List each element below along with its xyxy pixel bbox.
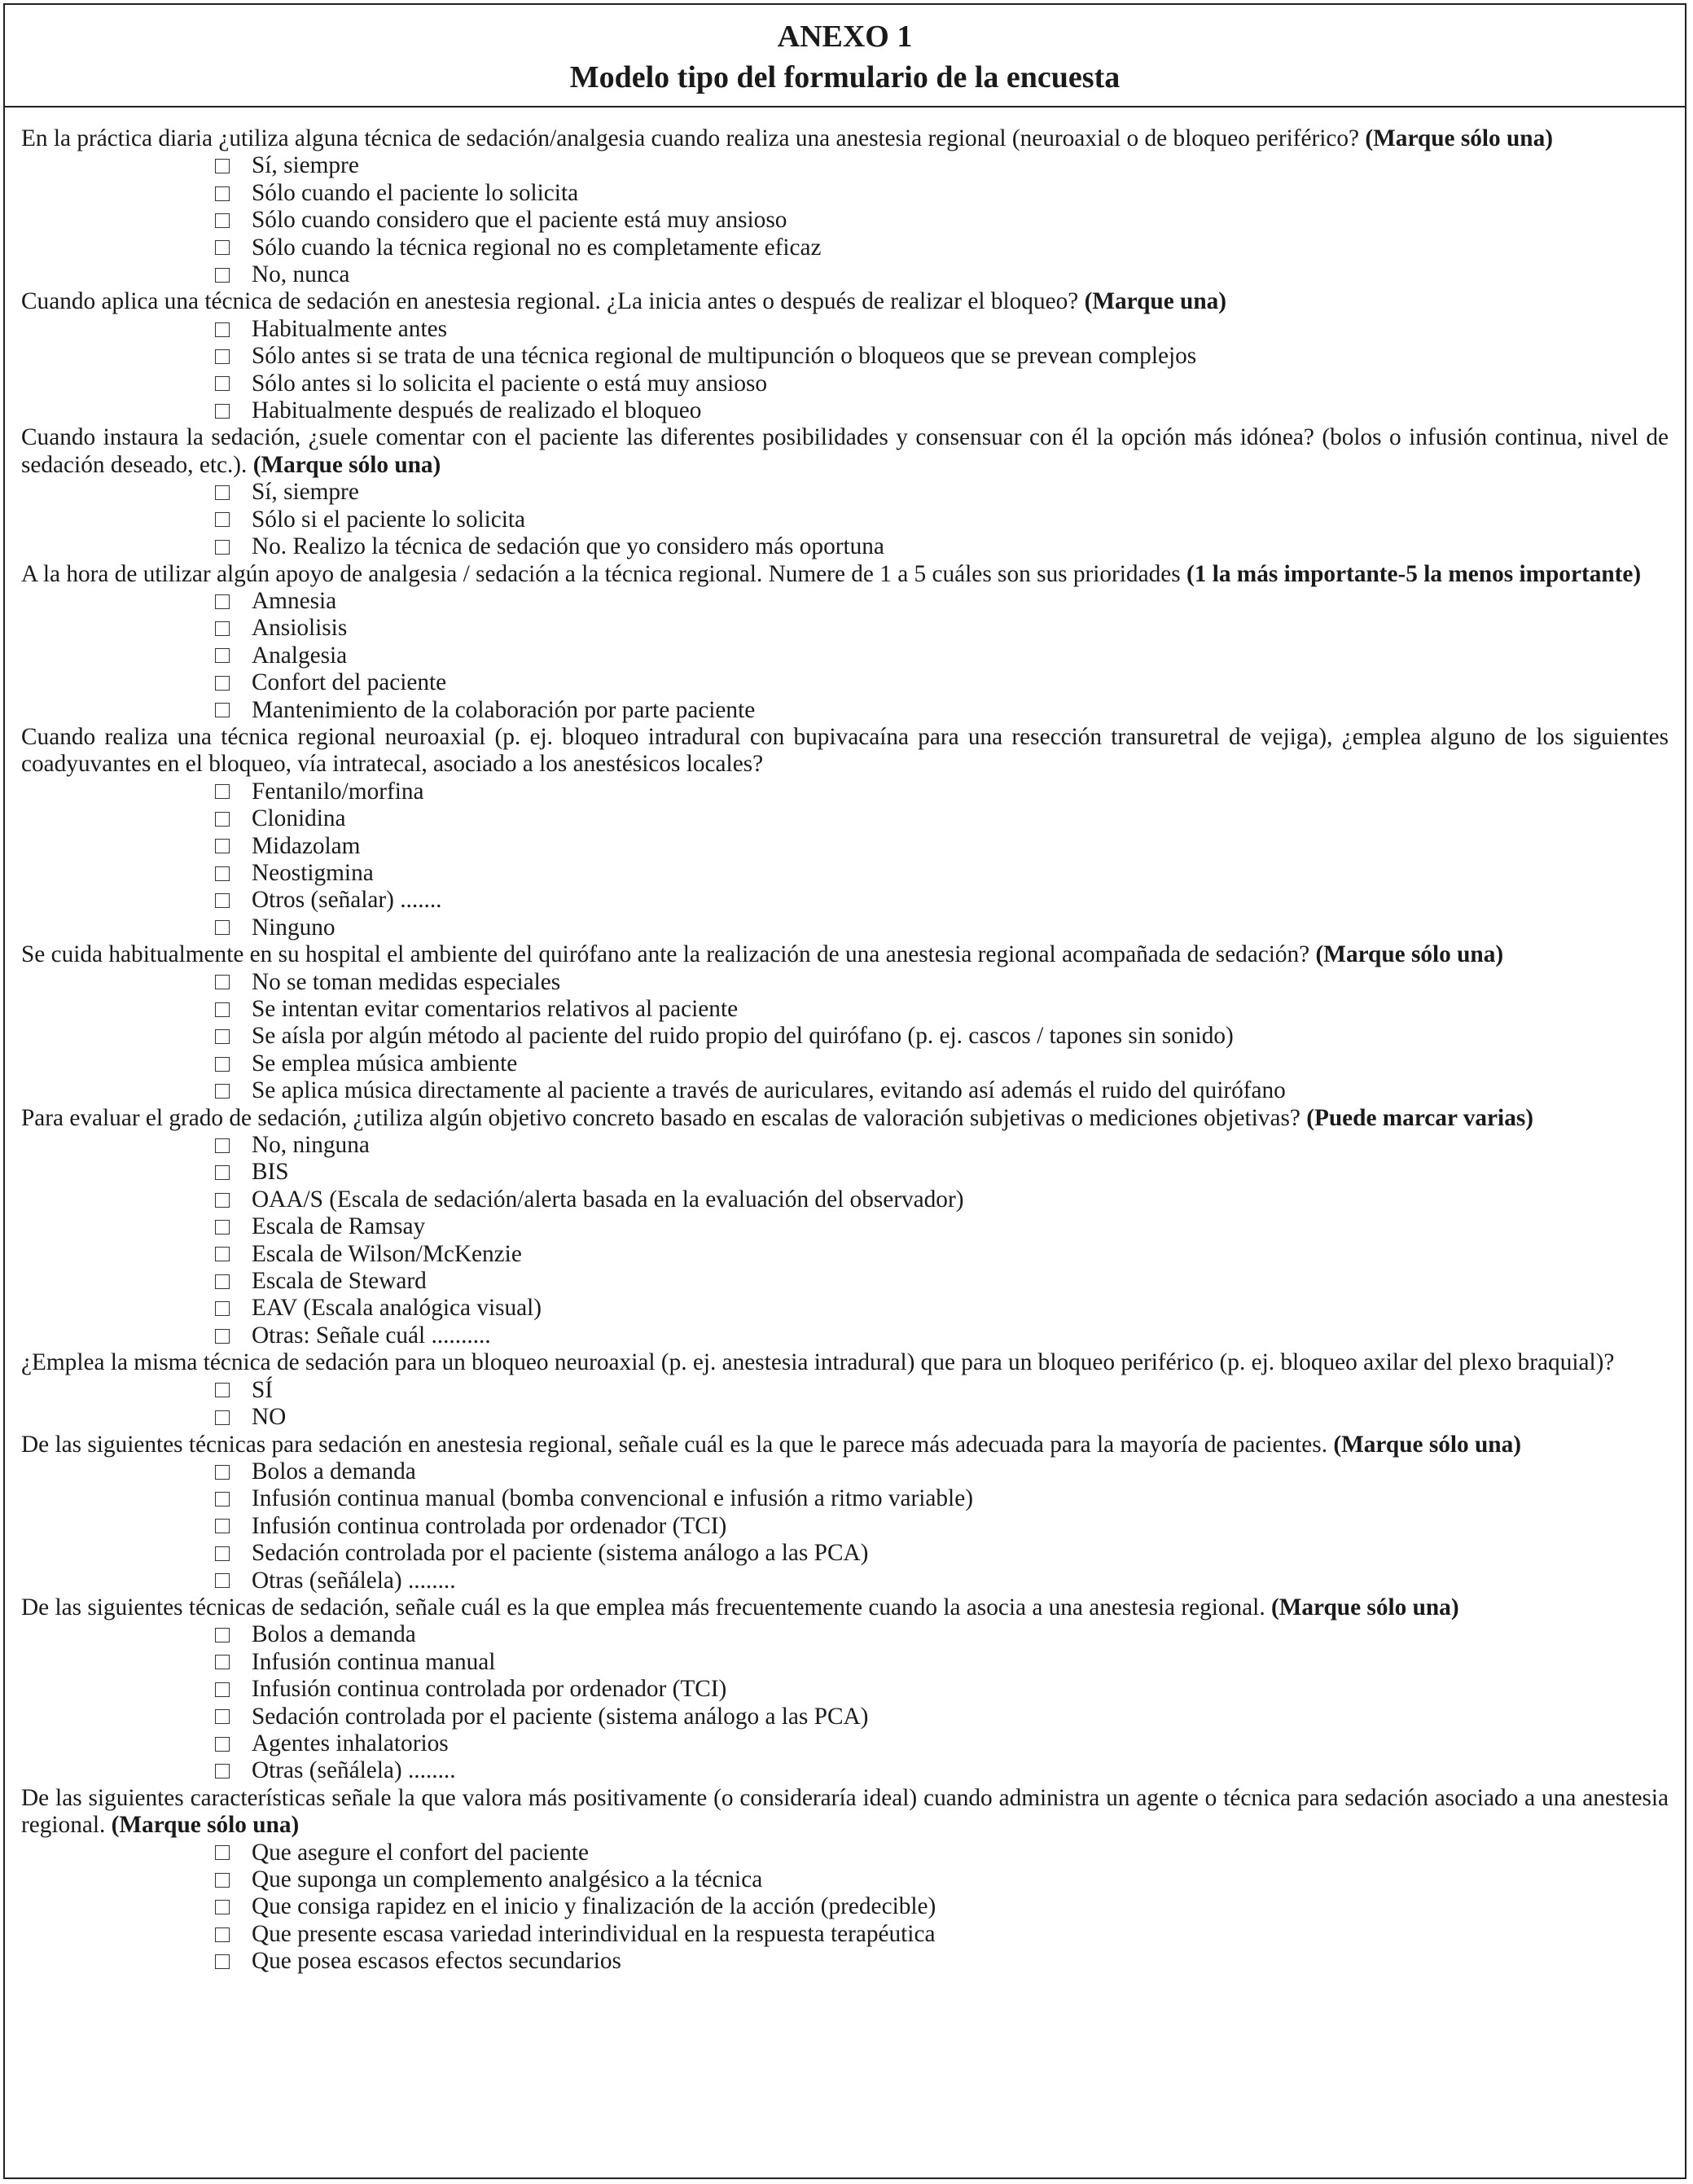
option-label: Escala de Wilson/McKenzie bbox=[252, 1240, 522, 1267]
answer-option bbox=[215, 1676, 1669, 1703]
checkbox[interactable] bbox=[215, 349, 230, 364]
option-label: Escala de Ramsay bbox=[252, 1213, 426, 1240]
answer-option bbox=[215, 887, 1669, 914]
checkbox[interactable] bbox=[215, 1764, 230, 1778]
option-label: Analgesia bbox=[252, 642, 348, 669]
checkbox[interactable] bbox=[215, 1220, 230, 1235]
question-text bbox=[21, 288, 1669, 315]
question-block bbox=[21, 724, 1669, 941]
answer-option bbox=[215, 1458, 1669, 1485]
checkbox[interactable] bbox=[215, 540, 230, 555]
question-block bbox=[21, 125, 1669, 288]
option-label: No. Realizo la técnica de sedación que yo considero más oportuna bbox=[252, 533, 884, 560]
checkbox[interactable] bbox=[215, 268, 230, 283]
form-header bbox=[5, 5, 1685, 107]
answer-option bbox=[215, 533, 1669, 560]
answer-option bbox=[215, 479, 1669, 506]
checkbox[interactable] bbox=[215, 784, 230, 799]
checkbox[interactable] bbox=[215, 1057, 230, 1072]
checkbox[interactable] bbox=[215, 186, 230, 201]
option-label: Otros (señalar) ....... bbox=[252, 887, 442, 914]
option-label: No, ninguna bbox=[252, 1132, 370, 1159]
answer-option bbox=[215, 697, 1669, 724]
answer-option bbox=[215, 1322, 1669, 1349]
option-label: Infusión continua controlada por ordenador (TCI) bbox=[252, 1512, 727, 1539]
checkbox[interactable] bbox=[215, 512, 230, 527]
checkbox[interactable] bbox=[215, 1138, 230, 1153]
checkbox[interactable] bbox=[215, 213, 230, 228]
question-block bbox=[21, 941, 1669, 1104]
option-label: Bolos a demanda bbox=[252, 1458, 416, 1485]
checkbox[interactable] bbox=[215, 1927, 230, 1942]
question-block bbox=[21, 1432, 1669, 1594]
options-list bbox=[21, 1132, 1669, 1349]
answer-option bbox=[215, 1186, 1669, 1213]
option-label: Que presente escasa variedad interindividual en la respuesta terapéutica bbox=[252, 1920, 936, 1947]
answer-option bbox=[215, 1621, 1669, 1648]
answer-option bbox=[215, 397, 1669, 424]
option-label: Infusión continua controlada por ordenador (TCI) bbox=[252, 1676, 727, 1703]
checkbox[interactable] bbox=[215, 1709, 230, 1724]
answer-option bbox=[215, 1295, 1669, 1322]
option-label: Amnesia bbox=[252, 587, 337, 614]
option-label: Bolos a demanda bbox=[252, 1621, 416, 1648]
question-block bbox=[21, 288, 1669, 424]
answer-option bbox=[215, 669, 1669, 696]
question-instruction: (Marque sólo una) bbox=[1270, 1594, 1459, 1620]
answer-option bbox=[215, 1377, 1669, 1404]
option-label: No se toman medidas especiales bbox=[252, 968, 561, 995]
answer-option bbox=[215, 316, 1669, 343]
checkbox[interactable] bbox=[215, 1954, 230, 1969]
answer-option bbox=[215, 1241, 1669, 1268]
checkbox[interactable] bbox=[215, 159, 230, 173]
option-label: Sólo antes si lo solicita el paciente o está muy ansioso bbox=[252, 370, 768, 397]
question-block bbox=[21, 1594, 1669, 1785]
option-label: OAA/S (Escala de sedación/alerta basada en la evaluación del observador) bbox=[252, 1186, 964, 1213]
question-text bbox=[21, 1349, 1669, 1376]
checkbox[interactable] bbox=[215, 1165, 230, 1180]
answer-option bbox=[215, 778, 1669, 805]
checkbox[interactable] bbox=[215, 1873, 230, 1888]
answer-option bbox=[215, 1948, 1669, 1975]
answer-option bbox=[215, 1268, 1669, 1295]
question-block bbox=[21, 1105, 1669, 1350]
answer-option bbox=[215, 207, 1669, 234]
checkbox[interactable] bbox=[215, 1519, 230, 1533]
question-prompt: ¿Emplea la misma técnica de sedación para un bloqueo neuroaxial (p. ej. anestesia intradural) que para un bloqueo periférico (p. ej. bloqueo axilar del plexo braquial)? bbox=[21, 1349, 1615, 1376]
checkbox[interactable] bbox=[215, 1002, 230, 1017]
checkbox[interactable] bbox=[215, 1410, 230, 1425]
questions-list bbox=[5, 107, 1685, 1976]
question-instruction: (Marque sólo una) bbox=[252, 451, 441, 478]
answer-option bbox=[215, 615, 1669, 642]
option-label: Mantenimiento de la colaboración por parte paciente bbox=[252, 696, 756, 723]
checkbox[interactable] bbox=[215, 1492, 230, 1506]
checkbox[interactable] bbox=[215, 1193, 230, 1208]
answer-option bbox=[215, 833, 1669, 860]
question-text bbox=[21, 1785, 1669, 1840]
option-label: Neostigmina bbox=[252, 859, 374, 886]
answer-option bbox=[215, 1485, 1669, 1512]
question-instruction: (Marque sólo una) bbox=[1315, 941, 1504, 968]
option-label: Sí, siempre bbox=[252, 152, 359, 179]
option-label: Se aplica música directamente al paciente a través de auriculares, evitando así además el ruido del quirófano bbox=[252, 1077, 1286, 1104]
question-prompt: De las siguientes técnicas de sedación, señale cuál es la que emplea más frecuentemente cuando la asocia a una anestesia regional. bbox=[21, 1594, 1265, 1620]
options-list bbox=[21, 316, 1669, 425]
question-prompt: A la hora de utilizar algún apoyo de analgesia / sedación a la técnica regional. Numere de 1 a 5 cuáles son sus prioridades bbox=[21, 560, 1181, 587]
option-label: Se intentan evitar comentarios relativos al paciente bbox=[252, 996, 739, 1022]
option-label: Escala de Steward bbox=[252, 1268, 427, 1295]
checkbox[interactable] bbox=[215, 975, 230, 989]
answer-option bbox=[215, 1921, 1669, 1948]
answer-option bbox=[215, 996, 1669, 1023]
answer-option bbox=[215, 1730, 1669, 1757]
answer-option bbox=[215, 261, 1669, 288]
answer-option bbox=[215, 343, 1669, 370]
checkbox[interactable] bbox=[215, 1301, 230, 1316]
options-list bbox=[21, 778, 1669, 941]
checkbox[interactable] bbox=[215, 676, 230, 691]
checkbox[interactable] bbox=[215, 485, 230, 500]
options-list bbox=[21, 1458, 1669, 1594]
answer-option bbox=[215, 1893, 1669, 1920]
question-instruction: (Marque sólo una) bbox=[1365, 125, 1553, 151]
question-text bbox=[21, 941, 1669, 968]
option-label: Habitualmente antes bbox=[252, 315, 447, 342]
checkbox[interactable] bbox=[215, 920, 230, 935]
checkbox[interactable] bbox=[215, 1029, 230, 1044]
question-prompt: De las siguientes características señale la que valora más positivamente (o consideraría ideal) cuando administra un agente o técnica para sedación asociado a una anestesia regional. bbox=[21, 1784, 1669, 1839]
answer-option bbox=[215, 1840, 1669, 1866]
checkbox[interactable] bbox=[215, 812, 230, 827]
option-label: Ninguno bbox=[252, 914, 336, 941]
checkbox[interactable] bbox=[215, 1329, 230, 1344]
answer-option bbox=[215, 235, 1669, 261]
question-block bbox=[21, 1785, 1669, 1976]
checkbox[interactable] bbox=[215, 376, 230, 391]
option-label: Sí, siempre bbox=[252, 479, 359, 506]
option-label: Confort del paciente bbox=[252, 669, 447, 696]
option-label: Que consiga rapidez en el inicio y finalización de la acción (predecible) bbox=[252, 1893, 936, 1920]
question-instruction: (Puede marcar varias) bbox=[1306, 1104, 1533, 1131]
checkbox[interactable] bbox=[215, 648, 230, 663]
option-label: No, nunca bbox=[252, 261, 350, 288]
answer-option bbox=[215, 1023, 1669, 1050]
option-label: Sedación controlada por el paciente (sistema análogo a las PCA) bbox=[252, 1703, 869, 1730]
answer-option bbox=[215, 1213, 1669, 1240]
question-text bbox=[21, 125, 1669, 152]
question-prompt: De las siguientes técnicas para sedación en anestesia regional, señale cuál es la que le parece más adecuada para la mayoría de pacientes. bbox=[21, 1431, 1328, 1458]
option-label: Otras (señálela) ........ bbox=[252, 1757, 456, 1784]
option-label: Infusión continua manual bbox=[252, 1648, 496, 1675]
question-prompt: Cuando realiza una técnica regional neuroaxial (p. ej. bloqueo intradural con bupivacaína para una resección transuretral de vejiga), ¿emplea alguno de los siguientes coadyuvantes en el bloqueo, vía intratecal, asociado a los anestésicos locales? bbox=[21, 723, 1669, 778]
checkbox[interactable] bbox=[215, 322, 230, 337]
question-instruction: (1 la más importante-5 la menos importante) bbox=[1186, 560, 1642, 587]
checkbox[interactable] bbox=[215, 1628, 230, 1642]
question-prompt: Se cuida habitualmente en su hospital el ambiente del quirófano ante la realización de una anestesia regional acompañada de sedación? bbox=[21, 941, 1310, 968]
checkbox[interactable] bbox=[215, 1084, 230, 1099]
checkbox[interactable] bbox=[215, 1845, 230, 1860]
option-label: Sólo cuando la técnica regional no es completamente eficaz bbox=[252, 234, 822, 261]
checkbox[interactable] bbox=[215, 1900, 230, 1914]
options-list bbox=[21, 152, 1669, 288]
options-list bbox=[21, 479, 1669, 560]
option-label: SÍ bbox=[252, 1376, 274, 1403]
question-text bbox=[21, 1594, 1669, 1621]
answer-option bbox=[215, 1757, 1669, 1784]
question-block bbox=[21, 561, 1669, 724]
checkbox[interactable] bbox=[215, 1573, 230, 1588]
answer-option bbox=[215, 969, 1669, 996]
annex-title: ANEXO 1 bbox=[777, 20, 913, 54]
option-label: Sólo si el paciente lo solicita bbox=[252, 506, 526, 533]
option-label: Que asegure el confort del paciente bbox=[252, 1839, 590, 1866]
option-label: Sólo cuando considero que el paciente está muy ansioso bbox=[252, 207, 787, 234]
answer-option bbox=[215, 588, 1669, 615]
option-label: Otras (señálela) ........ bbox=[252, 1567, 456, 1594]
option-label: Ansiolisis bbox=[252, 615, 348, 642]
option-label: Se aísla por algún método al paciente del ruido propio del quirófano (p. ej. cascos / tapones sin sonido) bbox=[252, 1023, 1234, 1050]
checkbox[interactable] bbox=[215, 1546, 230, 1561]
options-list bbox=[21, 588, 1669, 724]
question-instruction: (Marque sólo una) bbox=[111, 1812, 300, 1839]
question-instruction: (Marque sólo una) bbox=[1333, 1431, 1521, 1458]
answer-option bbox=[215, 914, 1669, 941]
checkbox[interactable] bbox=[215, 1247, 230, 1261]
checkbox[interactable] bbox=[215, 839, 230, 853]
answer-option bbox=[215, 1649, 1669, 1676]
survey-form-frame bbox=[3, 3, 1686, 2179]
checkbox[interactable] bbox=[215, 1274, 230, 1289]
checkbox[interactable] bbox=[215, 893, 230, 908]
answer-option bbox=[215, 1568, 1669, 1594]
options-list bbox=[21, 1377, 1669, 1432]
question-prompt: En la práctica diaria ¿utiliza alguna técnica de sedación/analgesia cuando realiza una anestesia regional (neuroaxial o de bloqueo periférico? bbox=[21, 125, 1360, 151]
question-prompt: Cuando instaura la sedación, ¿suele comentar con el paciente las diferentes posibilidades y consensuar con él la opción más idónea? (bolos o infusión continua, nivel de sedación deseado, etc.). bbox=[21, 424, 1669, 478]
checkbox[interactable] bbox=[215, 1655, 230, 1669]
answer-option bbox=[215, 860, 1669, 887]
answer-option bbox=[215, 1132, 1669, 1159]
option-label: Midazolam bbox=[252, 832, 361, 859]
checkbox[interactable] bbox=[215, 703, 230, 717]
answer-option bbox=[215, 1159, 1669, 1186]
checkbox[interactable] bbox=[215, 240, 230, 255]
option-label: Sólo antes si se trata de una técnica regional de multipunción o bloqueos que se prevean complejos bbox=[252, 343, 1197, 370]
answer-option bbox=[215, 1077, 1669, 1104]
option-label: Otras: Señale cuál .......... bbox=[252, 1322, 491, 1349]
checkbox[interactable] bbox=[215, 404, 230, 419]
answer-option bbox=[215, 1540, 1669, 1567]
question-text bbox=[21, 1432, 1669, 1458]
option-label: NO bbox=[252, 1404, 287, 1431]
question-text bbox=[21, 724, 1669, 778]
question-instruction: (Marque una) bbox=[1084, 288, 1227, 315]
answer-option bbox=[215, 1866, 1669, 1893]
answer-option bbox=[215, 1050, 1669, 1077]
option-label: Que posea escasos efectos secundarios bbox=[252, 1948, 621, 1975]
form-subtitle: Modelo tipo del formulario de la encuesta bbox=[569, 60, 1121, 94]
question-prompt: Para evaluar el grado de sedación, ¿utiliza algún objetivo concreto basado en escalas de valoración subjetivas o mediciones objetivas? bbox=[21, 1104, 1300, 1131]
option-label: Clonidina bbox=[252, 805, 346, 832]
option-label: EAV (Escala analógica visual) bbox=[252, 1295, 542, 1322]
answer-option bbox=[215, 805, 1669, 832]
answer-option bbox=[215, 507, 1669, 533]
checkbox[interactable] bbox=[215, 1383, 230, 1397]
option-label: Infusión continua manual (bomba convencional e infusión a ritmo variable) bbox=[252, 1485, 973, 1512]
answer-option bbox=[215, 371, 1669, 397]
question-text bbox=[21, 1105, 1669, 1132]
options-list bbox=[21, 969, 1669, 1105]
question-prompt: Cuando aplica una técnica de sedación en anestesia regional. ¿La inicia antes o después de realizar el bloqueo? bbox=[21, 288, 1079, 315]
checkbox[interactable] bbox=[215, 621, 230, 636]
option-label: Sedación controlada por el paciente (sistema análogo a las PCA) bbox=[252, 1540, 869, 1567]
options-list bbox=[21, 1621, 1669, 1784]
question-text bbox=[21, 424, 1669, 479]
checkbox[interactable] bbox=[215, 594, 230, 609]
answer-option bbox=[215, 152, 1669, 179]
option-label: Sólo cuando el paciente lo solicita bbox=[252, 179, 579, 206]
answer-option bbox=[215, 1513, 1669, 1540]
checkbox[interactable] bbox=[215, 1737, 230, 1752]
checkbox[interactable] bbox=[215, 1682, 230, 1697]
question-block bbox=[21, 1349, 1669, 1431]
option-label: Agentes inhalatorios bbox=[252, 1730, 449, 1756]
answer-option bbox=[215, 642, 1669, 669]
options-list bbox=[21, 1840, 1669, 1976]
checkbox[interactable] bbox=[215, 866, 230, 881]
option-label: Fentanilo/morfina bbox=[252, 778, 424, 805]
option-label: Que suponga un complemento analgésico a la técnica bbox=[252, 1866, 763, 1892]
question-text bbox=[21, 561, 1669, 588]
answer-option bbox=[215, 1704, 1669, 1730]
question-block bbox=[21, 424, 1669, 560]
answer-option bbox=[215, 1404, 1669, 1431]
checkbox[interactable] bbox=[215, 1465, 230, 1480]
answer-option bbox=[215, 180, 1669, 207]
option-label: Habitualmente después de realizado el bloqueo bbox=[252, 397, 702, 424]
option-label: BIS bbox=[252, 1159, 289, 1186]
option-label: Se emplea música ambiente bbox=[252, 1050, 518, 1077]
